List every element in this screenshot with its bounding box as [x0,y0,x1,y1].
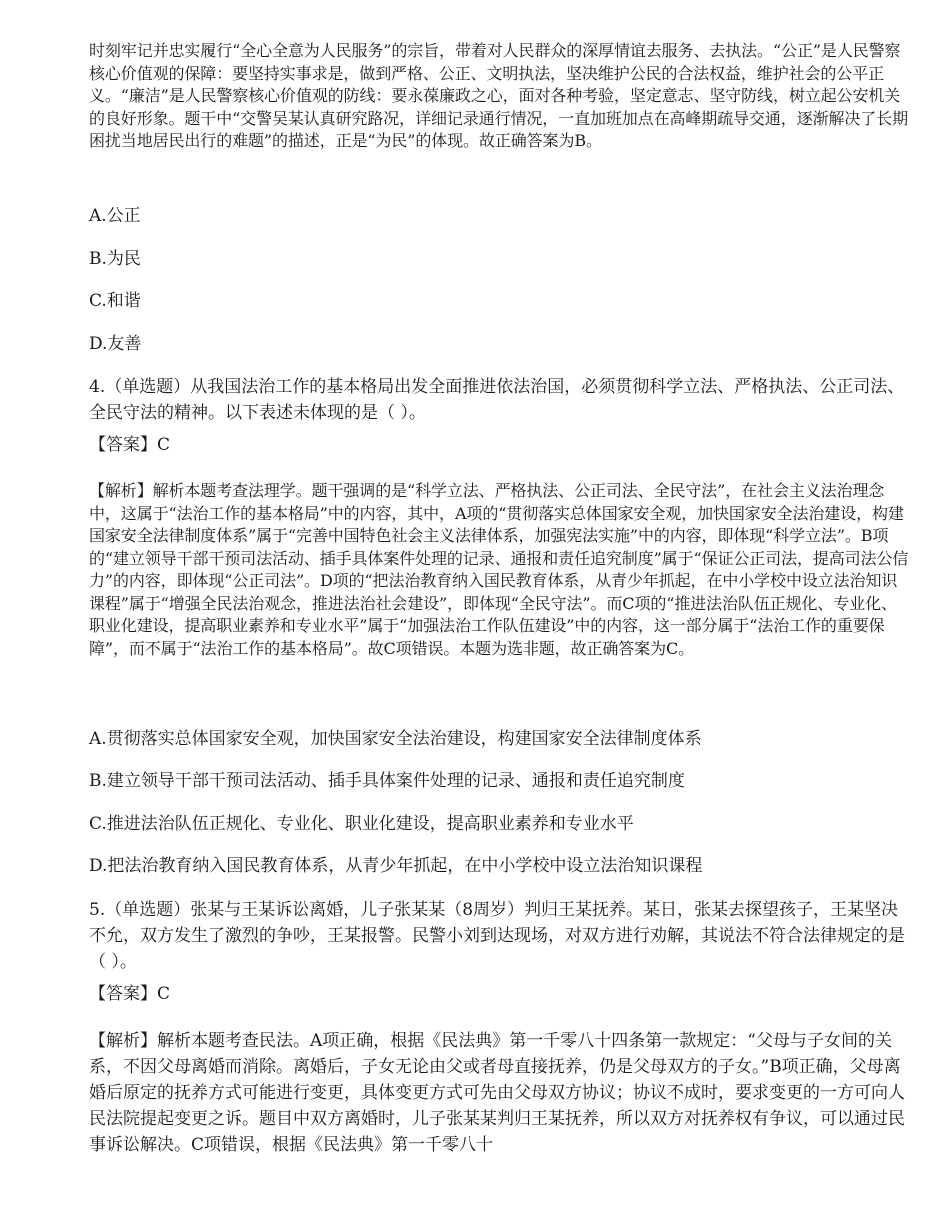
q4-option-b: B.建立领导干部干预司法活动、插手具体案件处理的记录、通报和责任追究制度 [89,771,685,791]
q3-analysis-text: 时刻牢记并忠实履行“全心全意为人民服务”的宗旨，带着对人民群众的深厚情谊去服务、去执法。“公正”是人民警察核心价值观的保障：要坚持实事求是，做到严格、公正、文明执法，坚决维护公民的合法权益，维护社会的公平正义。“廉洁”是人民警察核心价值观的防线：要永葆廉政之心，面对各种考验，坚定意志、坚守防线，树立起公安机关的良好形象。题干中“交警吴某认真研究路况，详细记录通行情况，一直加班加点在高峰期疏导交通，逐渐解决了长期困扰当地居民出行的难题”的描述，正是“为民”的体现。故正确答案为B。 [89,41,908,150]
q3-option-b: B.为民 [89,249,141,269]
q4-analysis-text: 【解析】解析本题考查法理学。题干强调的是“科学立法、严格执法、公正司法、全民守法”，在社会主义法治理念中，这属于“法治工作的基本格局”中的内容，其中，A项的“贯彻落实总体国家安全观，加快国家安全法治建设，构建国家安全法律制度体系”属于“完善中国特色社会主义法律体系，加强宪法实施”中的内容，即体现“科学立法”。B项的“建立领导干部干预司法活动、插手具体案件处理的记录、通报和责任追究制度”属于“保证公正司法，提高司法公信力”的内容，即体现“公正司法”。D项的“把法治教育纳入国民教育体系，从青少年抓起，在中小学校中设立法治知识课程”属于“增强全民法治观念，推进法治社会建设”，即体现“全民守法”。而C项的“推进法治队伍正规化、专业化、职业化建设，提高职业素养和专业水平”属于“加强法治工作队伍建设”中的内容，这一部分属于“法治工作的重要保障”，而不属于“法治工作的基本格局”。故C项错误。本题为选非题，故正确答案为C。 [89,481,909,658]
q3-option-d: D.友善 [89,334,142,354]
q4-option-d: D.把法治教育纳入国民教育体系，从青少年抓起，在中小学校中设立法治知识课程 [89,856,703,876]
q5-analysis-text: 【解析】解析本题考查民法。A项正确，根据《民法典》第一千零八十四条第一款规定：“父母与子女间的关系，不因父母离婚而消除。离婚后，子女无论由父或者母直接抚养，仍是父母双方的子女。”B项正确，父母离婚后原定的抚养方式可能进行变更，具体变更方式可先由父母双方协议；协议不成时，要求变更的一方可向人民法院提起变更之诉。题目中双方离婚时，儿子张某某判归王某抚养，所以双方对抚养权有争议，可以通过民事诉讼解决。C项错误，根据《民法典》第一千零八十 [89,1031,905,1155]
q4-option-a: A.贯彻落实总体国家安全观，加快国家安全法治建设，构建国家安全法律制度体系 [89,729,702,749]
q3-option-a: A.公正 [89,206,141,226]
q3-option-c: C.和谐 [89,291,141,311]
q4-stem: 4.（单选题）从我国法治工作的基本格局出发全面推进依法治国，必须贯彻科学立法、严格执法、公正司法、全民守法的精神。以下表述未体现的是（ ）。 [89,377,905,423]
q4-answer: 【答案】C [89,435,171,455]
q4-option-c: C.推进法治队伍正规化、专业化、职业化建设，提高职业素养和专业水平 [89,814,634,834]
q5-stem: 5.（单选题）张某与王某诉讼离婚，儿子张某某（8周岁）判归王某抚养。某日，张某去探望孩子，王某坚决不允，双方发生了激烈的争吵，王某报警。民警小刘到达现场，对双方进行劝解，其说法不符合法律规定的是（ ）。 [89,900,905,972]
q5-answer: 【答案】C [89,984,171,1004]
